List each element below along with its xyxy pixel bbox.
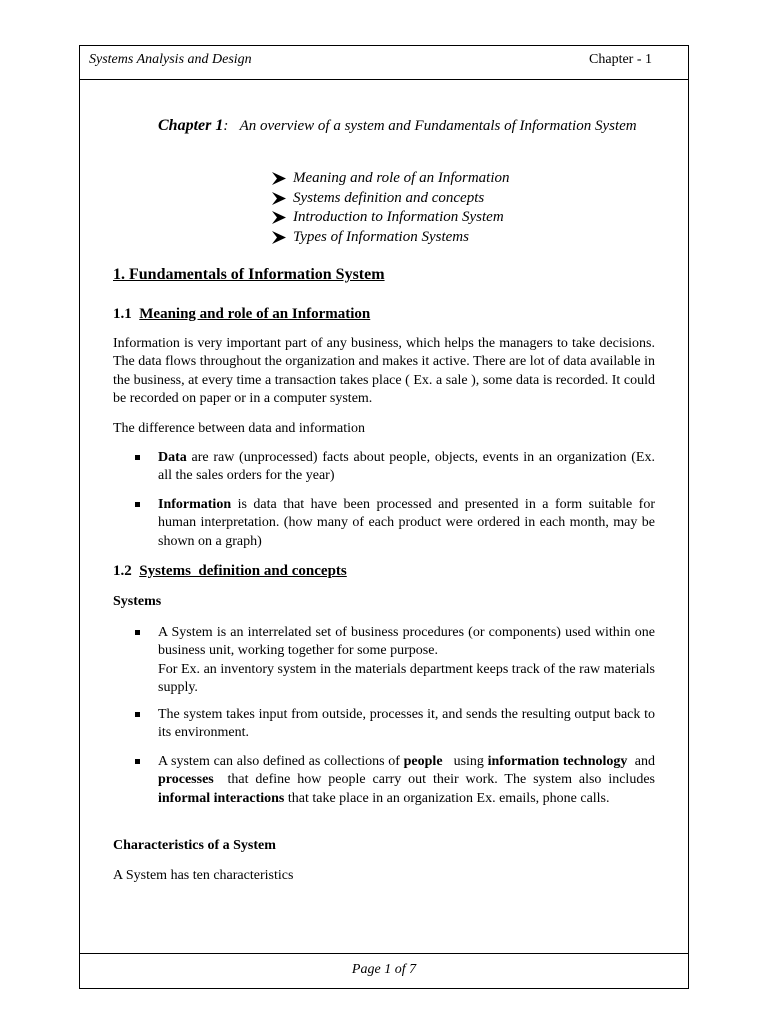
topic-label: Meaning and role of an Information (293, 170, 510, 186)
term-information-technology: information technology (487, 754, 628, 769)
difference-line: The difference between data and information (113, 421, 366, 436)
bullet-icon (135, 630, 140, 635)
header-chapter: Chapter - 1 (589, 52, 652, 67)
term-informal-interactions: informal interactions (158, 790, 285, 806)
text-run: and (627, 754, 659, 769)
characteristics-text: A System has ten characteristics (113, 868, 294, 883)
chapter-title-text: An overview of a system and Fundamentals of Information System (239, 118, 637, 134)
term-data: Data (158, 450, 187, 465)
systems-subheading: Systems (113, 594, 162, 609)
term-definition: is data that have been processed and presented in a form suitable for human interpretation. (how many of each product were ordered in each month, may be shown on a graph) (158, 497, 655, 549)
page-header (80, 46, 688, 80)
term-definition: are raw (unprocessed) facts about people, objects, events in an organization (Ex. all the sales orders for the year) (158, 450, 655, 484)
term-processes: processes (158, 772, 214, 788)
term-information: Information (158, 497, 232, 512)
arrow-bullet-icon (272, 231, 286, 244)
topic-item (272, 169, 510, 189)
bullet-text (158, 753, 659, 808)
chapter-topic-list (272, 169, 510, 247)
section-title: Systems definition and concepts (139, 563, 347, 579)
chapter-title (158, 116, 678, 136)
topic-item (272, 189, 510, 209)
page-footer (80, 953, 688, 988)
text-run: A system can also defined as collections of (158, 754, 404, 769)
section-1-1-heading (113, 306, 370, 323)
bullet-icon (135, 759, 140, 764)
section-number: 1.2 (113, 563, 132, 579)
bullet-icon (135, 502, 140, 507)
characteristics-subheading: Characteristics of a System (113, 838, 276, 853)
chapter-colon: : (223, 118, 229, 134)
bullet-text (158, 624, 655, 698)
topic-item (272, 208, 510, 228)
bullet-text: The system takes input from outside, processes it, and sends the resulting output back to its environment. (158, 707, 655, 741)
header-book-title: Systems Analysis and Design (89, 52, 252, 67)
section-1-2-heading (113, 563, 347, 580)
bullet-icon (135, 455, 140, 460)
bullet-text (158, 449, 655, 486)
chapter-label: Chapter 1 (158, 117, 224, 134)
section-1-heading: 1. Fundamentals of Information System (113, 266, 385, 283)
section-number: 1.1 (113, 306, 132, 322)
arrow-bullet-icon (272, 172, 286, 185)
info-paragraph: Information is very important part of any business, which helps the managers to take decisions. The data flows throughout the organization and makes it active. There are lot of data available in the business, at every time a transaction takes place ( Ex. a sale ), some data is recorded. It could be recorded on paper or in a computer system. (113, 336, 655, 407)
page-number: Page 1 of 7 (351, 962, 417, 977)
text-run: using (442, 754, 488, 769)
text-run: that define how people carry out their work. The system also includes (213, 772, 659, 788)
topic-label: Systems definition and concepts (293, 189, 485, 206)
topic-label: Types of Information Systems (293, 228, 469, 245)
arrow-bullet-icon (272, 211, 286, 224)
bullet-line: A System is an interrelated set of business procedures (or components) used within one business unit, working together for some purpose. (158, 625, 655, 659)
arrow-bullet-icon (272, 192, 286, 205)
text-run: that take place in an organization Ex. emails, phone calls. (284, 790, 610, 806)
topic-label: Introduction to Information System (293, 209, 504, 226)
term-people: people (403, 754, 443, 769)
topic-item (272, 228, 510, 248)
bullet-text (158, 496, 655, 551)
bullet-line: For Ex. an inventory system in the materials department keeps track of the raw materials supply. (158, 661, 655, 696)
section-title: Meaning and role of an Information (139, 306, 371, 322)
bullet-icon (135, 712, 140, 717)
